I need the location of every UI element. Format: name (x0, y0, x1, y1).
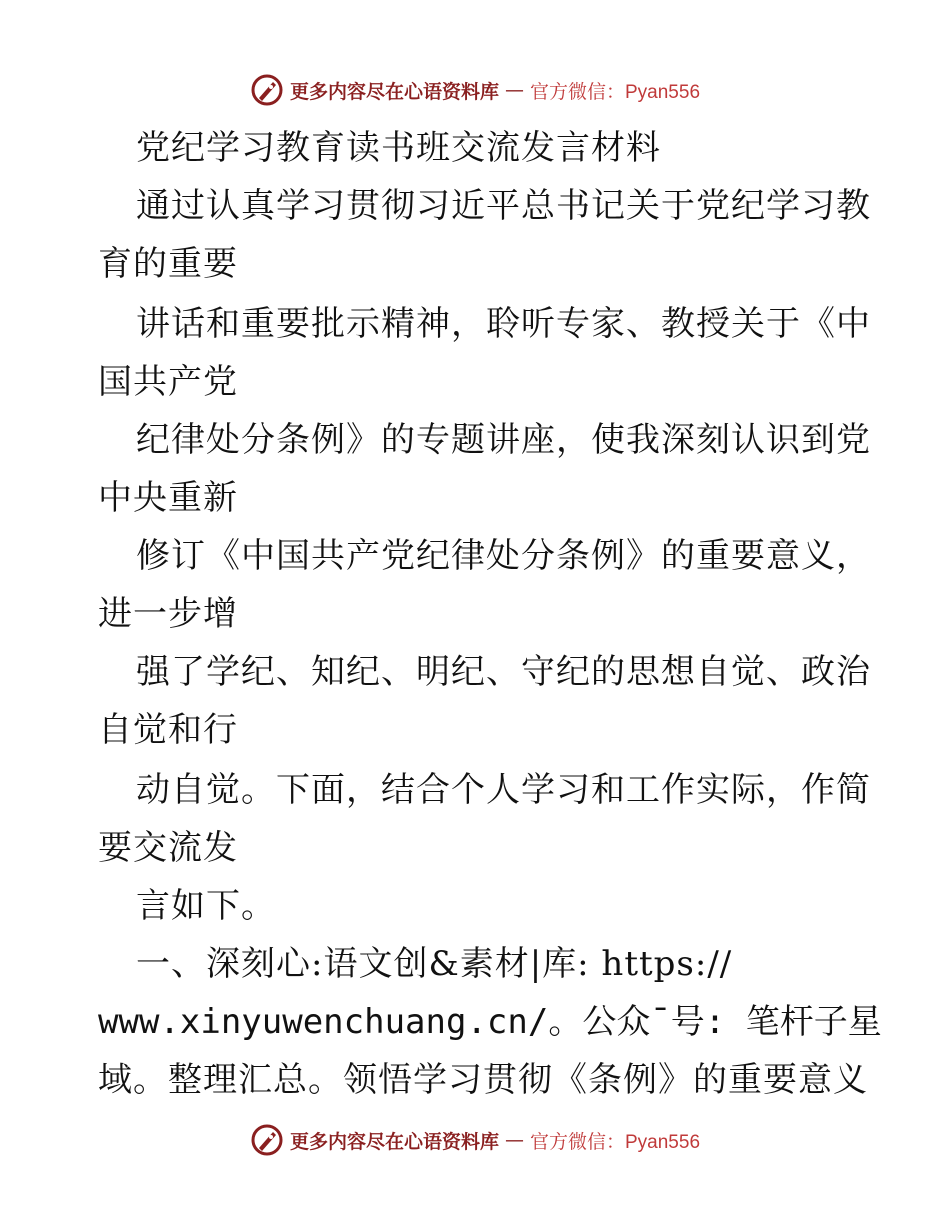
footer-banner-separator: — (505, 1129, 524, 1151)
paragraph-line: 通过认真学习贯彻习近平总书记关于党纪学习教 (136, 186, 871, 226)
paragraph-line: 进一步增 (98, 594, 238, 634)
paragraph-line: 修订《中国共产党纪律处分条例》的重要意义， (136, 536, 871, 576)
paragraph-line: 讲话和重要批示精神，聆听专家、教授关于《中 (136, 304, 871, 344)
paragraph-line: 中央重新 (98, 478, 238, 518)
url-line: www.xinyuwenchuang.cn/。公众¯号: 笔杆子星 (98, 1002, 882, 1042)
footer-banner-text: 更多内容尽在心语资料库 (289, 1130, 499, 1153)
section-heading-line: 一、深刻心:语文创&素材|库: https:// (136, 944, 733, 984)
paragraph-line: 育的重要 (98, 244, 238, 284)
paragraph-line: 动自觉。下面，结合个人学习和工作实际，作简 (136, 770, 871, 810)
header-banner-text: 更多内容尽在心语资料库 (289, 80, 499, 103)
pen-nib-logo-icon (250, 73, 284, 107)
paragraph-line: 要交流发 (98, 828, 238, 868)
paragraph-line: 言如下。 (136, 886, 276, 926)
paragraph-line: 国共产党 (98, 362, 238, 402)
paragraph-line: 域。整理汇总。领悟学习贯彻《条例》的重要意义 (98, 1060, 868, 1100)
paragraph-line: 自觉和行 (98, 710, 238, 750)
paragraph-line: 强了学纪、知纪、明纪、守纪的思想自觉、政治 (136, 652, 871, 692)
pen-nib-logo-icon (250, 1123, 284, 1157)
document-title: 党纪学习教育读书班交流发言材料 (136, 128, 661, 168)
paragraph-line: 纪律处分条例》的专题讲座，使我深刻认识到党 (136, 420, 871, 460)
footer-banner (0, 1120, 950, 1160)
header-banner (0, 70, 950, 110)
header-banner-contact: 官方微信：Pyan556 (530, 81, 701, 103)
footer-banner-contact: 官方微信：Pyan556 (530, 1131, 701, 1153)
header-banner-separator: — (505, 79, 524, 101)
